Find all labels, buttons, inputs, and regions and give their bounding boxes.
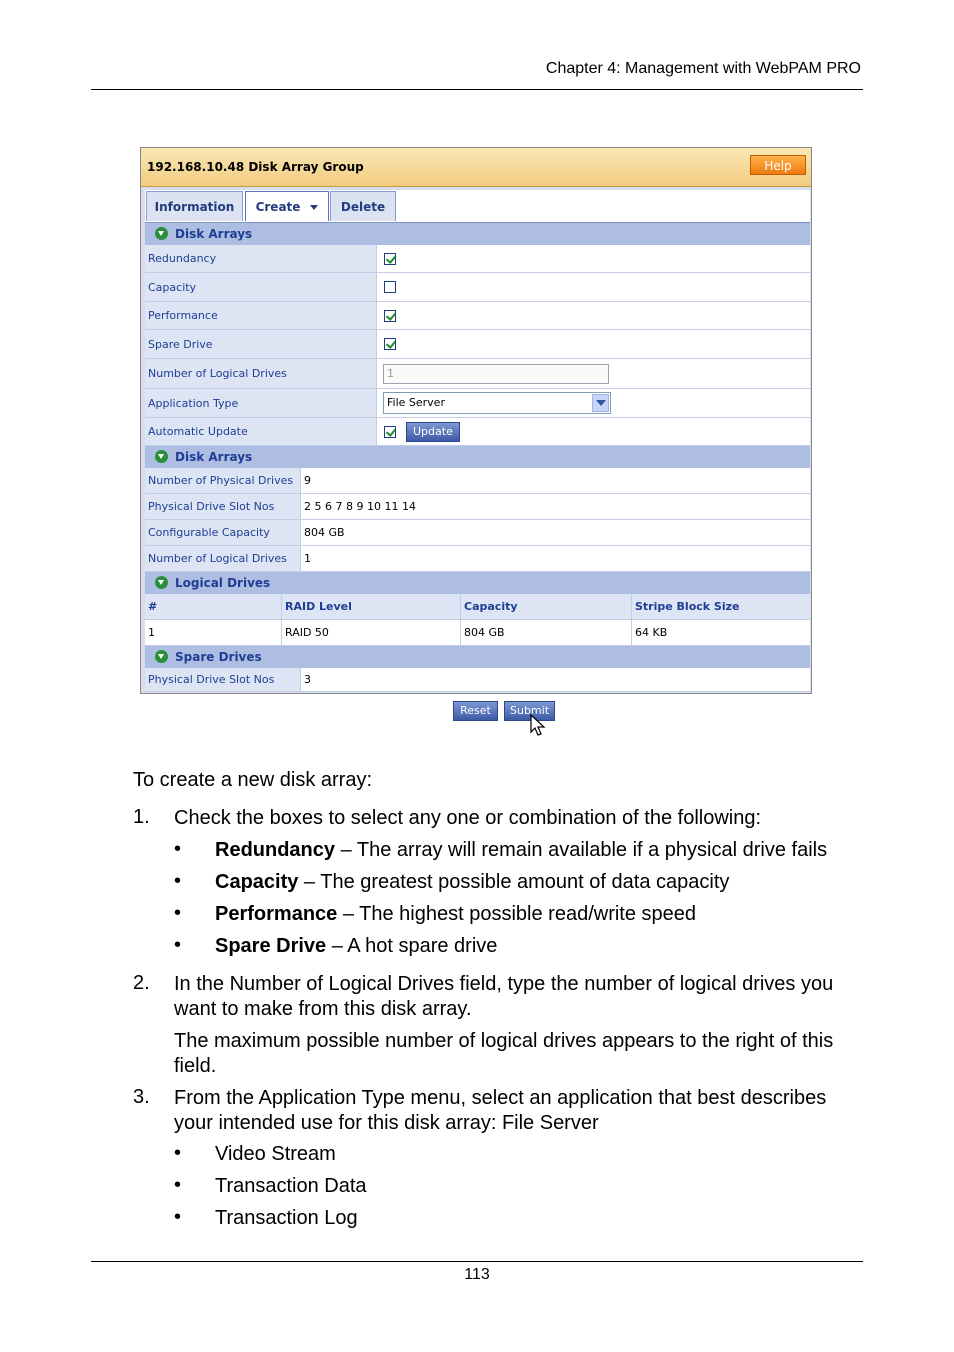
row-label: Number of Logical Drives	[145, 546, 301, 571]
step3-line1: From the Application Type menu, select an application that best describes	[174, 1087, 827, 1109]
row-automatic-update	[145, 418, 810, 446]
section-label: Logical Drives	[175, 576, 271, 590]
row-value: 2 5 6 7 8 9 10 11 14	[304, 500, 416, 513]
dropdown-arrow-icon[interactable]	[592, 394, 609, 412]
spare-row	[145, 668, 810, 692]
reset-button[interactable]: Reset	[453, 701, 498, 721]
select-value: File Server	[387, 396, 445, 409]
bullet-marker: •	[174, 870, 182, 892]
chevron-down-icon	[310, 205, 318, 210]
collapse-icon[interactable]	[155, 227, 168, 240]
table-cell: 64 KB	[635, 626, 668, 639]
page-header: Chapter 4: Management with WebPAM PRO	[545, 60, 861, 77]
column-header: Stripe Block Size	[632, 594, 810, 619]
step3-line2: your intended use for this disk array: File Server	[174, 1112, 599, 1134]
row-label: Spare Drive	[145, 330, 377, 358]
row-redundancy	[145, 245, 810, 273]
table-cell: 804 GB	[461, 620, 632, 645]
row-num-logical-drives	[145, 359, 810, 389]
section-logical-drives	[145, 572, 810, 594]
footer-rule	[91, 1261, 863, 1262]
row-label: Number of Logical Drives	[145, 359, 377, 388]
table-cell: 1	[145, 620, 282, 645]
bullet-marker: •	[174, 1206, 182, 1228]
submit-button[interactable]: Submit	[504, 701, 555, 721]
row-performance	[145, 302, 810, 330]
row-application-type	[145, 389, 810, 418]
row-value: 9	[304, 474, 311, 487]
row-label: Performance	[145, 302, 377, 329]
row-label: Physical Drive Slot Nos	[145, 494, 301, 519]
row-value: 804 GB	[304, 526, 345, 539]
step2-note-line1: The maximum possible number of logical drives appears to the right of this	[174, 1030, 834, 1052]
bullet-desc: – The array will remain available if a physical drive fails	[335, 839, 828, 861]
step2-note-line2: field.	[174, 1055, 217, 1077]
section-disk-arrays-info	[145, 446, 810, 468]
bullet-desc: – The highest possible read/write speed	[337, 903, 697, 925]
row-value: 3	[304, 673, 311, 686]
help-button[interactable]: Help	[750, 155, 806, 175]
tab-create-label: Create	[255, 200, 301, 214]
bullet-marker: •	[174, 934, 182, 956]
bullet-spare-drive	[215, 934, 497, 959]
mouse-pointer-icon	[530, 714, 546, 738]
intro-text: To create a new disk array:	[133, 769, 372, 791]
bullet-performance	[215, 902, 696, 927]
info-row	[145, 468, 810, 494]
column-header: RAID Level	[282, 594, 461, 619]
collapse-icon[interactable]	[155, 650, 168, 663]
page-number: 113	[464, 1266, 490, 1283]
row-value: 1	[304, 552, 311, 565]
tab-delete[interactable]: Delete	[330, 191, 396, 221]
tab-information[interactable]: Information	[146, 191, 243, 221]
column-header: #	[145, 594, 282, 619]
row-label: Configurable Capacity	[145, 520, 301, 545]
bullet-term: Redundancy	[215, 839, 336, 861]
row-label: Redundancy	[145, 245, 377, 272]
bullet-transaction-log: Transaction Log	[215, 1207, 358, 1229]
row-label: Number of Physical Drives	[145, 468, 301, 493]
bullet-capacity	[215, 870, 729, 895]
panel-titlebar	[141, 148, 811, 187]
automatic-update-checkbox[interactable]	[384, 426, 396, 438]
collapse-icon[interactable]	[155, 576, 168, 589]
redundancy-checkbox[interactable]	[384, 253, 396, 265]
row-capacity	[145, 273, 810, 302]
step-number: 2.	[133, 972, 150, 994]
num-logical-drives-input[interactable]: 1	[383, 364, 609, 384]
section-label: Disk Arrays	[175, 450, 253, 464]
bullet-term: Spare Drive	[215, 935, 327, 957]
bullet-marker: •	[174, 838, 182, 860]
bullet-redundancy	[215, 838, 827, 863]
info-row	[145, 546, 810, 572]
tab-create[interactable]	[245, 191, 329, 221]
capacity-checkbox[interactable]	[384, 281, 396, 293]
row-label: Capacity	[145, 273, 377, 301]
application-type-select[interactable]	[383, 392, 611, 414]
section-disk-arrays	[145, 223, 810, 245]
update-button[interactable]: Update	[406, 422, 460, 442]
column-header: Capacity	[461, 594, 632, 619]
row-label: Automatic Update	[145, 418, 377, 445]
panel-title: 192.168.10.48 Disk Array Group	[147, 160, 364, 174]
table-row[interactable]	[145, 620, 810, 646]
collapse-icon[interactable]	[155, 450, 168, 463]
spare-drive-checkbox[interactable]	[384, 338, 396, 350]
table-cell: RAID 50	[282, 620, 461, 645]
header-rule	[91, 89, 863, 90]
tab-bar	[145, 190, 810, 223]
bullet-video-stream: Video Stream	[215, 1143, 336, 1165]
step-number: 3.	[133, 1086, 150, 1108]
info-row	[145, 520, 810, 546]
bullet-marker: •	[174, 1174, 182, 1196]
table-header-row	[145, 594, 810, 620]
bullet-desc: – The greatest possible amount of data capacity	[298, 871, 730, 893]
bullet-marker: •	[174, 1142, 182, 1164]
bullet-term: Capacity	[215, 871, 299, 893]
info-row	[145, 494, 810, 520]
section-label: Disk Arrays	[175, 227, 253, 241]
step2-line2: want to make from this disk array.	[174, 998, 472, 1020]
disk-array-group-panel	[140, 147, 812, 694]
bullet-term: Performance	[215, 903, 338, 925]
row-spare-drive	[145, 330, 810, 359]
bullet-transaction-data: Transaction Data	[215, 1175, 367, 1197]
bullet-desc: – A hot spare drive	[326, 935, 498, 957]
section-label: Spare Drives	[175, 650, 262, 664]
bullet-marker: •	[174, 902, 182, 924]
row-label: Physical Drive Slot Nos	[145, 668, 301, 691]
step-number: 1.	[133, 806, 150, 828]
performance-checkbox[interactable]	[384, 310, 396, 322]
step1-text: Check the boxes to select any one or combination of the following:	[174, 807, 762, 829]
step2-line1: In the Number of Logical Drives field, type the number of logical drives you	[174, 973, 834, 995]
row-label: Application Type	[145, 389, 377, 417]
section-spare-drives	[145, 646, 810, 668]
